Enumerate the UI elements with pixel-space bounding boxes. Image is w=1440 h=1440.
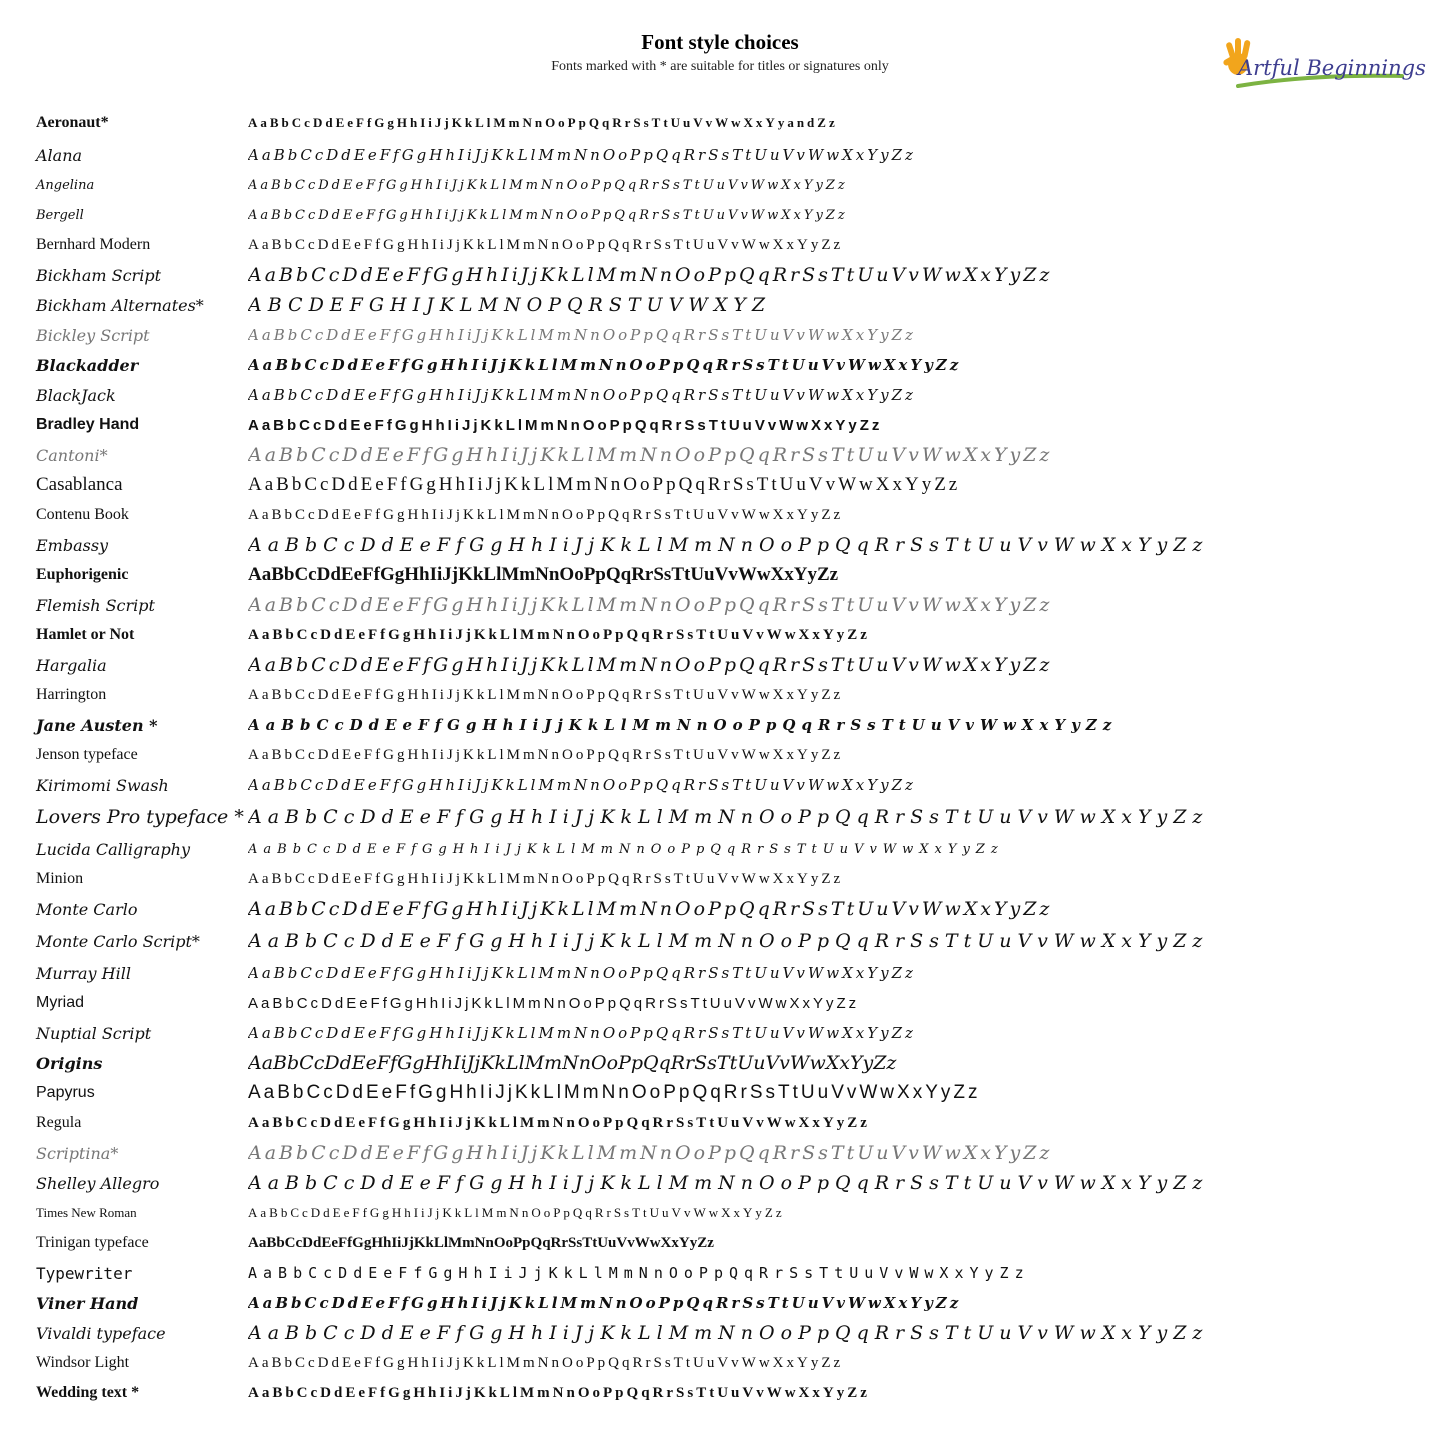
font-row xyxy=(0,106,1440,140)
font-sample: AaBbCcDdEeFfGgHhIiJjKkLlMmNnOoPpQqRrSsTtUuVvWwXxYyandZz xyxy=(248,115,838,130)
font-sample: AaBbCcDdEeFfGgHhIiJjKkLlMmNnOoPpQqRrSsTtUuVvWwXxYyZz xyxy=(248,1082,981,1103)
font-name: Jenson typeface xyxy=(36,746,138,763)
font-name: Bradley Hand xyxy=(36,416,140,433)
font-name: Origins xyxy=(36,1053,103,1073)
font-sample: AaBbCcDdEeFfGgHhIiJjKkLlMmNnOoPpQqRrSsTtUuVvWwXxYyZz xyxy=(248,1024,916,1042)
font-row xyxy=(0,170,1440,200)
font-sample: AaBbCcDdEeFfGgHhIiJjKkLlMmNnOoPpQqRrSsTtUuVvWwXxYyZz xyxy=(248,326,916,344)
font-name: Angelina xyxy=(36,177,95,193)
font-sample: ABCDEFGHIJKLMNOPQRSTUVWXYZ xyxy=(248,294,772,316)
font-sample: AaBbCcDdEeFfGgHhIiJjKkLlMmNnOoPpQqRrSsTtUuVvWwXxYyZz xyxy=(248,716,1118,734)
font-name: Casablanca xyxy=(36,474,123,495)
font-sample: AaBbCcDdEeFfGgHhIiJjKkLlMmNnOoPpQqRrSsTtUuVvWwXxYyZz xyxy=(248,1354,844,1371)
font-name: Jane Austen * xyxy=(36,715,158,735)
font-name: Flemish Script xyxy=(36,595,155,615)
font-name: Wedding text * xyxy=(36,1384,140,1401)
font-name: Contenu Book xyxy=(36,506,129,523)
font-row xyxy=(0,988,1440,1018)
font-name: Hamlet or Not xyxy=(36,626,135,643)
font-row xyxy=(0,1378,1440,1408)
font-row xyxy=(0,1228,1440,1258)
font-row xyxy=(0,230,1440,260)
font-name: Lovers Pro typeface * xyxy=(36,806,244,828)
font-row xyxy=(0,864,1440,894)
font-name: Euphorigenic xyxy=(36,566,129,583)
font-row xyxy=(0,290,1440,320)
font-name: Typewriter xyxy=(36,1263,133,1283)
font-row xyxy=(0,1168,1440,1198)
artful-beginnings-logo xyxy=(1220,36,1426,96)
font-sample: AaBbCcDdEeFfGgHhIiJjKkLlMmNnOoPpQqRrSsTtUuVvWwXxYyZz xyxy=(248,686,844,703)
font-row xyxy=(0,1048,1440,1078)
font-name: Kirimomi Swash xyxy=(36,775,169,795)
font-sample: AaBbCcDdEeFfGgHhIiJjKkLlMmNnOoPpQqRrSsTtUuVvWwXxYyZz xyxy=(248,207,848,223)
font-name: Nuptial Script xyxy=(36,1023,152,1043)
font-name: Embassy xyxy=(36,535,109,555)
font-name: Bickham Script xyxy=(36,265,161,285)
font-row xyxy=(0,440,1440,470)
font-sample: AaBbCcDdEeFfGgHhIiJjKkLlMmNnOoPpQqRrSsTtUuVvWwXxYyZz xyxy=(248,1142,1053,1164)
font-name: Bergell xyxy=(36,207,84,223)
font-sample: AaBbCcDdEeFfGgHhIiJjKkLlMmNnOoPpQqRrSsTtUuVvWwXxYyZz xyxy=(248,1114,870,1131)
font-sample: AaBbCcDdEeFfGgHhIiJjKkLlMmNnOoPpQqRrSsTtUuVvWwXxYyZz xyxy=(248,506,844,523)
font-name: Minion xyxy=(36,870,84,887)
font-sample: AaBbCcDdEeFfGgHhIiJjKkLlMmNnOoPpQqRrSsTtUuVvWwXxYyZz xyxy=(248,444,1053,466)
font-name: Times New Roman xyxy=(36,1205,137,1220)
font-name: Scriptina* xyxy=(36,1143,119,1163)
font-row xyxy=(0,140,1440,170)
font-name: Bernhard Modern xyxy=(36,236,151,253)
font-row xyxy=(0,260,1440,290)
font-row xyxy=(0,894,1440,924)
font-sample: AaBbCcDdEeFfGgHhIiJjKkLlMmNnOoPpQqRrSsTtUuVvWwXxYyZz xyxy=(248,654,1053,676)
font-sample: AaBbCcDdEeFfGgHhIiJjKkLlMmNnOoPpQqRrSsTtUuVvWwXxYyZz xyxy=(248,236,844,253)
font-sample: AaBbCcDdEeFfGgHhIiJjKkLlMmNnOoPpQqRrSsTtUuVvWwXxYyZz xyxy=(248,177,848,193)
font-sample: AaBbCcDdEeFfGgHhIiJjKkLlMmNnOoPpQqRrSsTtUuVvWwXxYyZz xyxy=(248,1172,1209,1194)
page-subtitle: Fonts marked with * are suitable for titles or signatures only xyxy=(551,59,889,74)
logo-text: Artful Beginnings xyxy=(1238,56,1426,80)
font-row xyxy=(0,1258,1440,1288)
font-name: Bickham Alternates* xyxy=(36,295,204,315)
font-row xyxy=(0,530,1440,560)
font-sample: AaBbCcDdEeFfGgHhIiJjKkLlMmNnOoPpQqRrSsTtUuVvWwXxYyZz xyxy=(248,146,916,164)
font-sample: AaBbCcDdEeFfGgHhIiJjKkLlMmNnOoPpQqRrSsTtUuVvWwXxYyZz xyxy=(248,746,844,763)
font-name: Alana xyxy=(36,145,83,165)
font-name: Papyrus xyxy=(36,1084,95,1101)
font-name: Vivaldi typeface xyxy=(36,1323,166,1343)
font-sample: AaBbCcDdEeFfGgHhIiJjKkLlMmNnOoPpQqRrSsTtUuVvWwXxYyZz xyxy=(248,474,961,495)
font-row xyxy=(0,800,1440,834)
font-row xyxy=(0,620,1440,650)
font-name: Shelley Allegro xyxy=(36,1173,160,1193)
font-name: Bickley Script xyxy=(36,325,150,345)
font-row xyxy=(0,1138,1440,1168)
font-sample: AaBbCcDdEeFfGgHhIiJjKkLlMmNnOoPpQqRrSsTtUuVvWwXxYyZz xyxy=(248,994,860,1012)
font-row xyxy=(0,770,1440,800)
font-sample: AaBbCcDdEeFfGgHhIiJjKkLlMmNnOoPpQqRrSsTtUuVvWwXxYyZz xyxy=(248,626,870,643)
font-name: Lucida Calligraphy xyxy=(36,839,191,859)
font-name: Cantoni* xyxy=(36,445,108,465)
font-row xyxy=(0,834,1440,864)
font-row xyxy=(0,1018,1440,1048)
font-sample: AaBbCcDdEeFfGgHhIiJjKkLlMmNnOoPpQqRrSsTtUuVvWwXxYyZz xyxy=(248,594,1053,616)
font-sample: AaBbCcDdEeFfGgHhIiJjKkLlMmNnOoPpQqRrSsTtUuVvWwXxYyZz xyxy=(248,841,1004,857)
font-sample: AaBbCcDdEeFfGgHhIiJjKkLlMmNnOoPpQqRrSsTtUuVvWwXxYyZz xyxy=(248,564,839,585)
font-name: Trinigan typeface xyxy=(36,1234,149,1251)
font-sample: AaBbCcDdEeFfGgHhIiJjKkLlMmNnOoPpQqRrSsTtUuVvWwXxYyZz xyxy=(248,776,916,794)
font-sample: AaBbCcDdEeFfGgHhIiJjKkLlMmNnOoPpQqRrSsTtUuVvWwXxYyZz xyxy=(248,534,1209,556)
font-name: Harrington xyxy=(36,686,107,703)
font-row xyxy=(0,650,1440,680)
font-sample: AaBbCcDdEeFfGgHhIiJjKkLlMmNnOoPpQqRrSsTtUuVvWwXxYyZz xyxy=(248,416,883,434)
page-title: Font style choices xyxy=(641,30,799,54)
font-sample: AaBbCcDdEeFfGgHhIiJjKkLlMmNnOoPpQqRrSsTtUuVvWwXxYyZz xyxy=(248,930,1209,952)
font-row xyxy=(0,380,1440,410)
font-row xyxy=(0,410,1440,440)
font-row xyxy=(0,590,1440,620)
font-row xyxy=(0,1198,1440,1228)
font-row xyxy=(0,924,1440,958)
font-row xyxy=(0,560,1440,590)
font-sample: AaBbCcDdEeFfGgHhIiJjKkLlMmNnOoPpQqRrSsTtUuVvWwXxYyZz xyxy=(248,1234,714,1251)
font-name: Viner Hand xyxy=(36,1293,139,1313)
font-sample: AaBbCcDdEeFfGgHhIiJjKkLlMmNnOoPpQqRrSsTtUuVvWwXxYyZz xyxy=(248,1384,870,1401)
font-sample: AaBbCcDdEeFfGgHhIiJjKkLlMmNnOoPpQqRrSsTtUuVvWwXxYyZz xyxy=(248,1294,962,1312)
font-name: Myriad xyxy=(36,994,85,1011)
font-name: Murray Hill xyxy=(36,963,131,983)
font-sample: AaBbCcDdEeFfGgHhIiJjKkLlMmNnOoPpQqRrSsTtUuVvWwXxYyZz xyxy=(248,1264,1030,1282)
font-sample: AaBbCcDdEeFfGgHhIiJjKkLlMmNnOoPpQqRrSsTtUuVvWwXxYyZz xyxy=(248,356,962,374)
font-name: Monte Carlo xyxy=(36,899,138,919)
font-row xyxy=(0,200,1440,230)
font-row xyxy=(0,740,1440,770)
font-row xyxy=(0,1108,1440,1138)
font-sample: AaBbCcDdEeFfGgHhIiJjKkLlMmNnOoPpQqRrSsTtUuVvWwXxYyZz xyxy=(248,264,1053,286)
font-sample: AaBbCcDdEeFfGgHhIiJjKkLlMmNnOoPpQqRrSsTtUuVvWwXxYyZz xyxy=(248,1205,785,1220)
font-sample: AaBbCcDdEeFfGgHhIiJjKkLlMmNnOoPpQqRrSsTtUuVvWwXxYyZz xyxy=(248,870,844,887)
font-name: Aeronaut* xyxy=(36,114,109,131)
font-list xyxy=(0,106,1440,1408)
font-sample: AaBbCcDdEeFfGgHhIiJjKkLlMmNnOoPpQqRrSsTtUuVvWwXxYyZz xyxy=(248,898,1053,920)
font-row xyxy=(0,1078,1440,1108)
font-sample: AaBbCcDdEeFfGgHhIiJjKkLlMmNnOoPpQqRrSsTtUuVvWwXxYyZz xyxy=(248,806,1209,828)
font-sample: AaBbCcDdEeFfGgHhIiJjKkLlMmNnOoPpQqRrSsTtUuVvWwXxYyZz xyxy=(248,1052,897,1074)
font-row xyxy=(0,1348,1440,1378)
font-row xyxy=(0,470,1440,500)
font-name: Hargalia xyxy=(36,655,107,675)
font-name: Monte Carlo Script* xyxy=(36,931,200,951)
font-sample: AaBbCcDdEeFfGgHhIiJjKkLlMmNnOoPpQqRrSsTtUuVvWwXxYyZz xyxy=(248,386,916,404)
font-name: BlackJack xyxy=(36,385,116,405)
font-row xyxy=(0,680,1440,710)
font-sample: AaBbCcDdEeFfGgHhIiJjKkLlMmNnOoPpQqRrSsTtUuVvWwXxYyZz xyxy=(248,1322,1209,1344)
font-row xyxy=(0,320,1440,350)
font-row xyxy=(0,500,1440,530)
font-row xyxy=(0,958,1440,988)
font-sample: AaBbCcDdEeFfGgHhIiJjKkLlMmNnOoPpQqRrSsTtUuVvWwXxYyZz xyxy=(248,964,916,982)
font-name: Windsor Light xyxy=(36,1354,130,1371)
font-row xyxy=(0,1318,1440,1348)
font-name: Blackadder xyxy=(36,355,139,375)
font-row xyxy=(0,1288,1440,1318)
font-row xyxy=(0,710,1440,740)
font-row xyxy=(0,350,1440,380)
font-name: Regula xyxy=(36,1114,82,1131)
